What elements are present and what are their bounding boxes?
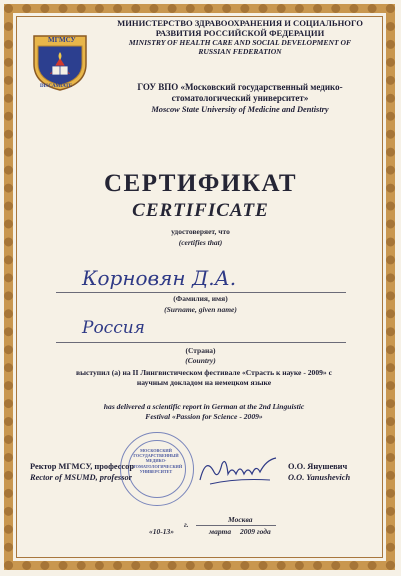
statement-en-line-1: has delivered a scientific report in German at the 2nd Linguistic <box>103 402 305 411</box>
stamp-text-4: СТОМАТОЛОГИЧЕСКИЙ <box>129 463 183 469</box>
ministry-ru-line-2: РАЗВИТИЯ РОССИЙСКОЙ ФЕДЕРАЦИИ <box>155 28 325 38</box>
rector-title-en: Rector of MSUMD, professor <box>30 473 132 482</box>
stamp-text-5: УНИВЕРСИТЕТ <box>139 468 173 474</box>
stamp-text <box>126 448 186 474</box>
emblem-bottom-text: DISCAMIATE <box>40 84 73 89</box>
date-month: марта <box>209 527 232 536</box>
date-year: 2009 года <box>240 527 271 536</box>
country-label-ru: (Страна) <box>185 346 216 355</box>
name-label-ru: (Фамилия, имя) <box>173 294 228 303</box>
city: Москва <box>228 515 253 524</box>
name-label-en: (Surname, given name) <box>164 305 237 314</box>
statement-en-line-2: Festival «Passion for Science - 2009» <box>145 412 263 421</box>
ministry-ru-line-1: МИНИСТЕРСТВО ЗДРАВООХРАНЕНИЯ И СОЦИАЛЬНОГО <box>117 18 363 28</box>
certifies-ru: удостоверяет, что <box>171 227 230 236</box>
emblem-top-text: МГМСУ <box>48 36 76 44</box>
stamp-text-1: МОСКОВСКИЙ <box>140 448 172 453</box>
university-block <box>100 82 380 115</box>
stamp-text-3: МЕДИКО- <box>145 458 167 464</box>
country-label-en: (Country) <box>185 356 216 365</box>
statement-ru <box>34 368 374 388</box>
certifies-en: (certifies that) <box>178 238 223 247</box>
name-line <box>56 292 346 293</box>
statement-ru-line-2: научным докладом на немецком языке <box>136 378 272 387</box>
stamp-text-2: ГОСУДАРСТВЕННЫЙ <box>133 453 179 459</box>
title-en: CERTIFICATE <box>132 200 269 221</box>
ministry-en-line-1: MINISTRY OF HEALTH CARE AND SOCIAL DEVELOPMENT OF <box>128 38 352 47</box>
recipient-name: Корновян Д.А. <box>82 266 237 290</box>
country-line <box>56 342 346 343</box>
ministry-block <box>100 18 380 56</box>
university-emblem <box>28 30 92 92</box>
rector-title-ru: Ректор МГМСУ, профессор <box>30 462 134 471</box>
statement-en <box>34 402 374 422</box>
rector-name-ru: О.О. Янушевич <box>288 462 348 471</box>
rector-signature <box>196 450 280 490</box>
rector-name-en: O.O. Yanushevich <box>288 473 351 482</box>
city-prefix: г. <box>184 520 189 529</box>
city-line <box>196 525 276 526</box>
ministry-en-line-2: RUSSIAN FEDERATION <box>198 47 282 56</box>
title-ru: СЕРТИФИКАТ <box>103 170 297 197</box>
university-ru-line-1: ГОУ ВПО «Московский государственный медико- <box>137 82 343 92</box>
country-name: Россия <box>82 318 145 338</box>
date-days: «10-13» <box>149 527 174 536</box>
university-en: Moscow State University of Medicine and Dentistry <box>151 105 329 114</box>
statement-ru-line-1: выступил (а) на II Лингвистическом фестивале «Страсть к науке - 2009» с <box>75 368 332 377</box>
university-ru-line-2: стоматологический университет» <box>171 93 309 103</box>
